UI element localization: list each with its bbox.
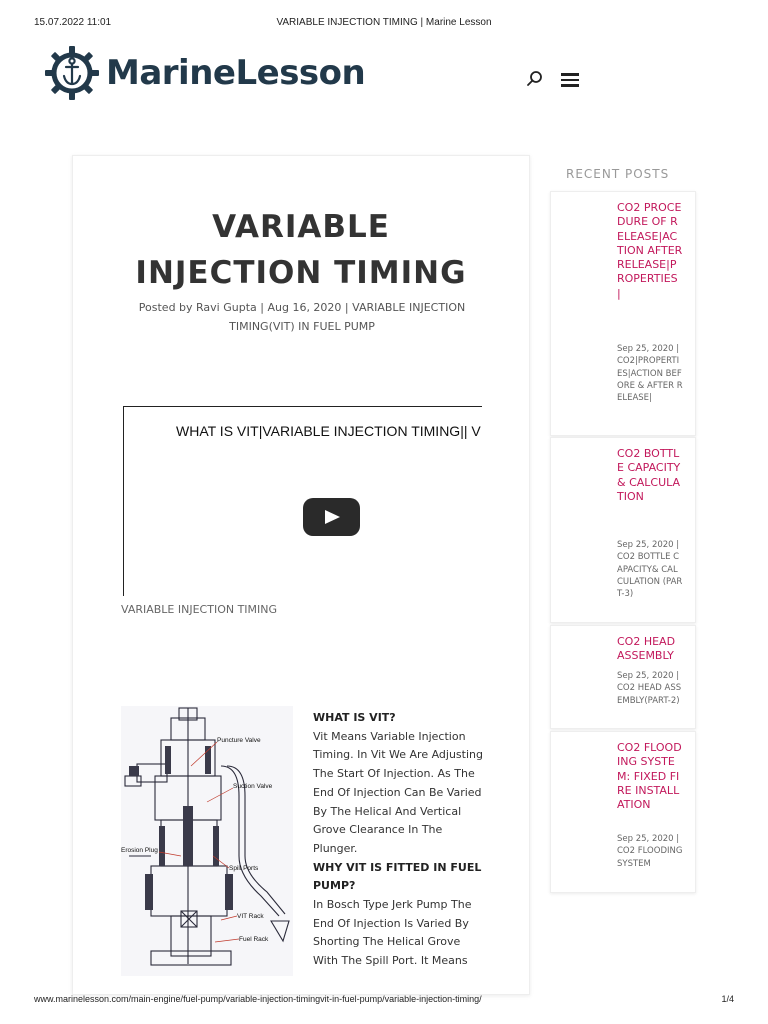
page-title [73, 204, 529, 296]
article-body [313, 709, 488, 971]
site-logo-link[interactable] [44, 45, 365, 101]
recent-post-meta: Sep 25, 2020 | CO2|PROPERTIES|ACTION BEFORE & AFTER RELEASE| [617, 344, 683, 404]
video-caption: VARIABLE INJECTION TIMING [121, 603, 278, 616]
label-suction-valve: Suction Valve [233, 783, 273, 790]
site-header [44, 40, 724, 100]
recent-post-item [550, 191, 696, 436]
paragraph: Vit Means Variable Injection Timing. In Vit We Are Adjusting The Start Of Injection. As The End Of Injection Can Be Varied By The Helical And Vertical Grove Clearance In The Plunger. [313, 729, 483, 855]
print-header [34, 17, 734, 31]
recent-post-item [550, 731, 696, 893]
video-title[interactable]: WHAT IS VIT|VARIABLE INJECTION TIMING|| V [176, 423, 481, 439]
post-meta [133, 298, 471, 336]
sidebar-title: RECENT POSTS [566, 167, 670, 181]
recent-post-title[interactable]: CO2 PROCEDURE OF RELEASE|ACTION AFTER RELEASE|PROPERTIES | [617, 201, 683, 300]
recent-post-title[interactable]: CO2 BOTTLE CAPACITY & CALCULATION [617, 447, 681, 503]
search-icon [526, 70, 544, 88]
page-number: 1/4 [721, 994, 734, 1004]
recent-post-title[interactable]: CO2 FLOODING SYSTEM: FIXED FIRE INSTALLATION [617, 741, 682, 812]
print-title: VARIABLE INJECTION TIMING | Marine Lesson [276, 17, 492, 28]
recent-post-item [550, 437, 696, 623]
post-meta-line-2[interactable]: TIMING(VIT) IN FUEL PUMP [229, 320, 375, 333]
section-heading: WHY VIT IS FITTED IN FUEL PUMP? [313, 860, 482, 893]
title-line-2: INJECTION TIMING [135, 255, 467, 291]
logo-text: MarineLesson [106, 53, 366, 93]
recent-post-title[interactable]: CO2 HEAD ASSEMBLY [617, 635, 676, 663]
recent-post-item [550, 625, 696, 729]
article-card [72, 155, 530, 995]
hamburger-menu-icon[interactable] [561, 73, 579, 87]
post-meta-line-1[interactable]: Posted by Ravi Gupta | Aug 16, 2020 | VARIABLE INJECTION [138, 301, 466, 314]
recent-post-meta: Sep 25, 2020 | CO2 FLOODING SYSTEM [617, 834, 683, 869]
label-fuel-rack: Fuel Rack [239, 936, 269, 943]
sidebar [550, 155, 696, 995]
fuel-pump-drawing [121, 706, 293, 976]
search-button[interactable] [526, 70, 544, 88]
ship-wheel-anchor-logo [44, 45, 100, 101]
play-button-icon[interactable] [303, 498, 360, 536]
label-puncture-valve: Puncture Valve [217, 737, 261, 744]
print-url: www.marinelesson.com/main-engine/fuel-pump/variable-injection-timingvit-in-fuel-pump/variable-injection-timing/ [34, 994, 482, 1004]
label-vit-rack: VIT Rack [237, 913, 264, 920]
section-heading: WHAT IS VIT? [313, 711, 396, 724]
print-footer [34, 994, 734, 1008]
title-line-1: VARIABLE [212, 209, 390, 245]
label-spill-ports: Spill Ports [229, 865, 259, 872]
print-date: 15.07.2022 11:01 [34, 17, 112, 28]
video-embed[interactable] [123, 406, 482, 596]
label-erosion-plug: Erosion Plug [121, 847, 158, 854]
paragraph: In Bosch Type Jerk Pump The End Of Injection Is Varied By Shorting The Helical Grove With The Spill Port. It Means [313, 898, 472, 968]
recent-post-meta: Sep 25, 2020 | CO2 BOTTLE CAPACITY& CALCULATION (PART-3) [617, 540, 683, 600]
fuel-pump-diagram [121, 706, 293, 976]
recent-post-meta: Sep 25, 2020 | CO2 HEAD ASSEMBLY(PART-2) [617, 671, 682, 706]
